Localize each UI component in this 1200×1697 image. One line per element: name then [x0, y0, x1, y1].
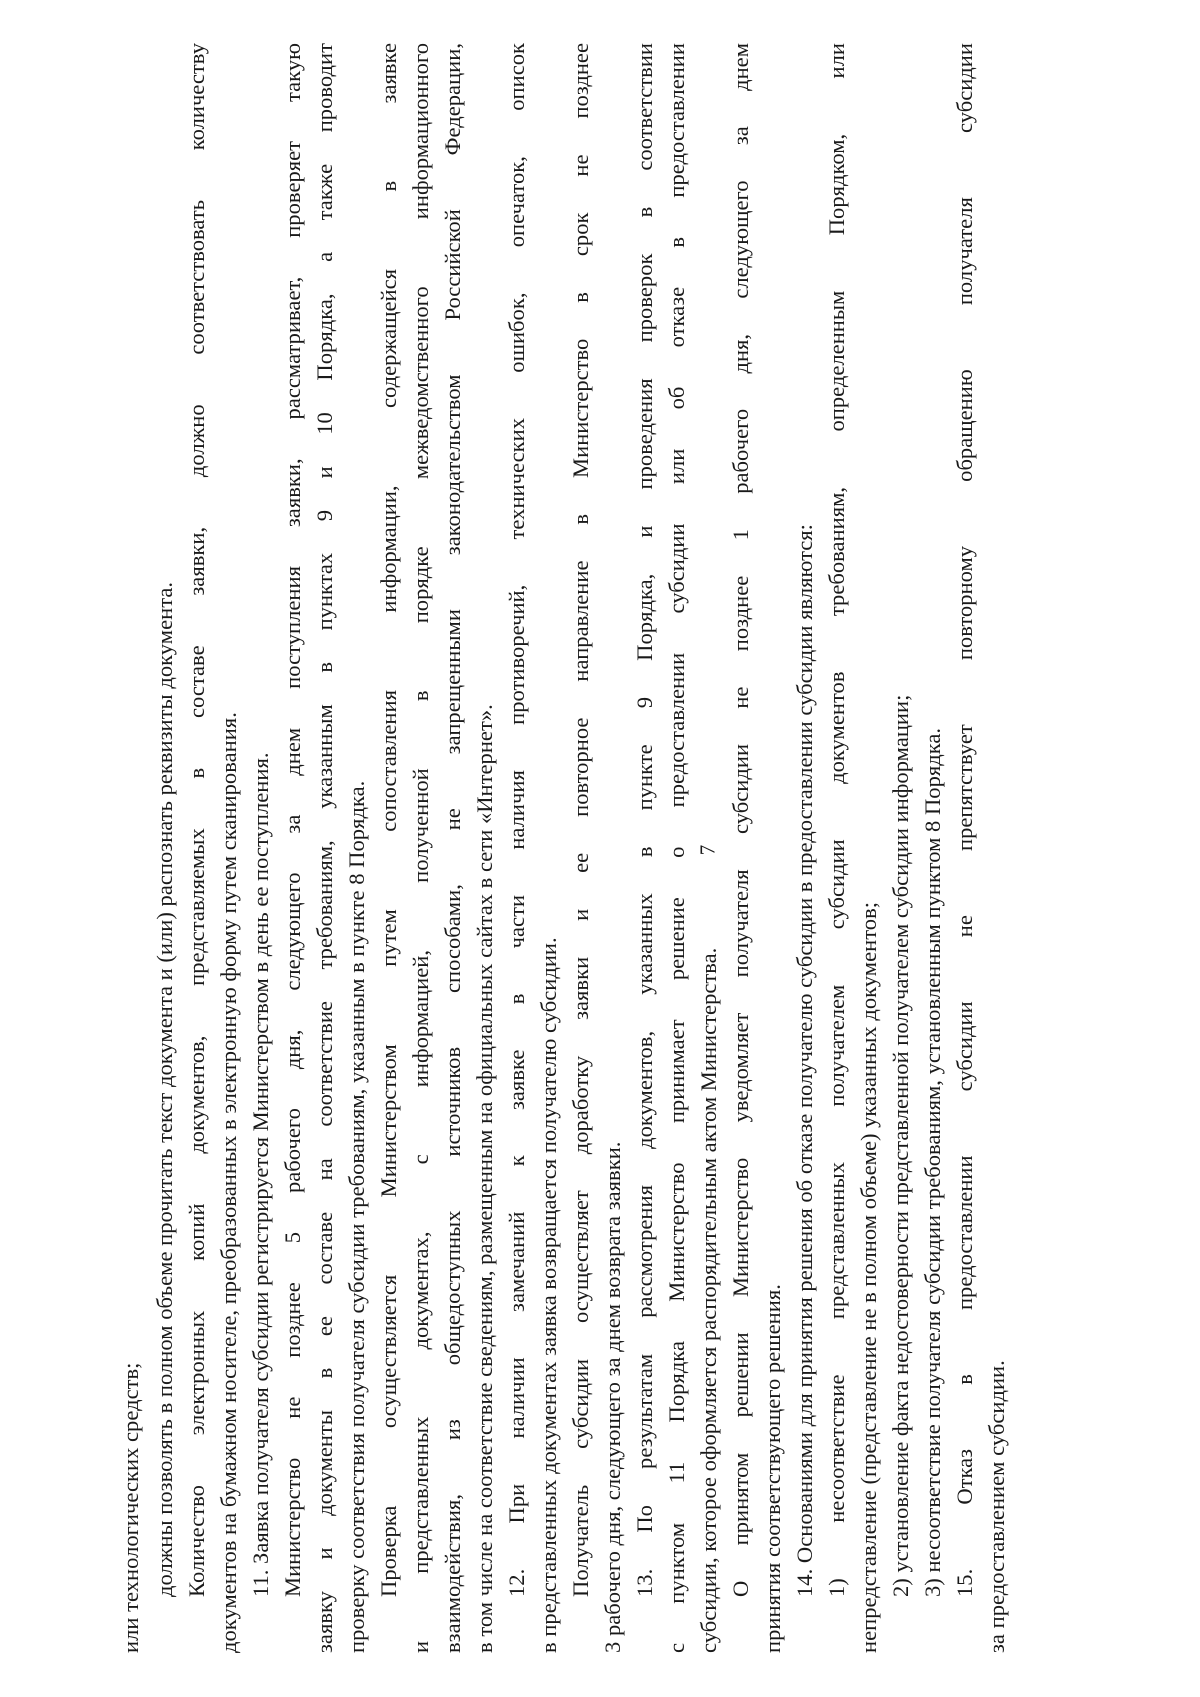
- text-line: 11. Заявка получателя субсидии регистрируется Министерством в день ее поступления.: [248, 752, 273, 1597]
- text-line: 1) несоответствие представленных получателем субсидии документов требованиям, определенным Порядком, или: [824, 43, 849, 1597]
- text-line: 3) несоответствие получателя субсидии требованиям, установленным пунктом 8 Порядка.: [920, 727, 945, 1597]
- text-line: за предоставлением субсидии.: [984, 1360, 1009, 1653]
- text-line: 13. По результатам рассмотрения документов, указанных в пункте 9 Порядка, и проведения проверок в соответствии: [632, 43, 657, 1597]
- text-line: и представленных документах, с информацией, полученной в порядке межведомственного информационного: [408, 43, 433, 1653]
- text-line: заявку и документы в ее составе на соответствие требованиям, указанным в пунктах 9 и 10 Порядка, а также проводит: [312, 43, 337, 1653]
- document-body: [110, 43, 1090, 1653]
- text-line: 12. При наличии замечаний к заявке в части наличия противоречий, технических ошибок, опечаток, описок: [504, 43, 529, 1597]
- text-line: 15. Отказ в предоставлении субсидии не препятствует повторному обращению получателя субсидии: [952, 43, 977, 1597]
- text-line: взаимодействия, из общедоступных источников способами, не запрещенными законодательством Российской Федерации,: [440, 43, 465, 1653]
- text-line: принятия соответствующего решения.: [760, 1284, 785, 1653]
- page-number: 7: [695, 844, 720, 856]
- text-line: субсидии, которое оформляется распорядительным актом Министерства.: [696, 947, 721, 1653]
- text-line: Количество электронных копий документов, представляемых в составе заявки, должно соответствовать количеству: [184, 43, 209, 1597]
- text-line: с пунктом 11 Порядка Министерство принимает решение о предоставлении субсидии или об отказе в предоставлении: [664, 43, 689, 1653]
- text-line: О принятом решении Министерство уведомляет получателя субсидии не позднее 1 рабочего дня, следующего за днем: [728, 43, 753, 1597]
- text-line: Получатель субсидии осуществляет доработку заявки и ее повторное направление в Министерство в срок не позднее: [568, 43, 593, 1597]
- text-line: 2) установление факта недостоверности представленной получателем субсидии информации;: [888, 694, 913, 1597]
- text-line: 14. Основаниями для принятия решения об отказе получателю субсидии в предоставлении субсидии являются:: [792, 524, 817, 1597]
- text-line: Министерство не позднее 5 рабочего дня, следующего за днем поступления заявки, рассматривает, проверяет такую: [280, 43, 305, 1597]
- text-line: документов на бумажном носителе, преобразованных в электронную форму путем сканирования.: [216, 712, 241, 1653]
- text-line: должны позволять в полном объеме прочитать текст документа и (или) распознать реквизиты документа.: [152, 581, 177, 1597]
- text-line: проверку соответствия получателя субсидии требованиям, указанным в пункте 8 Порядка.: [344, 780, 369, 1653]
- text-line: непредставление (представление не в полном объеме) указанных документов;: [856, 901, 881, 1653]
- text-line: Проверка осуществляется Министерством путем сопоставления информации, содержащейся в заявке: [376, 43, 401, 1597]
- text-line: или технологических средств;: [118, 1362, 143, 1653]
- text-line: 3 рабочего дня, следующего за днем возврата заявки.: [600, 1141, 625, 1653]
- text-line: в представленных документах заявка возвращается получателю субсидии.: [536, 937, 561, 1653]
- text-line: в том числе на соответствие сведениям, размещенным на официальных сайтах в сети «Интернет».: [472, 704, 497, 1653]
